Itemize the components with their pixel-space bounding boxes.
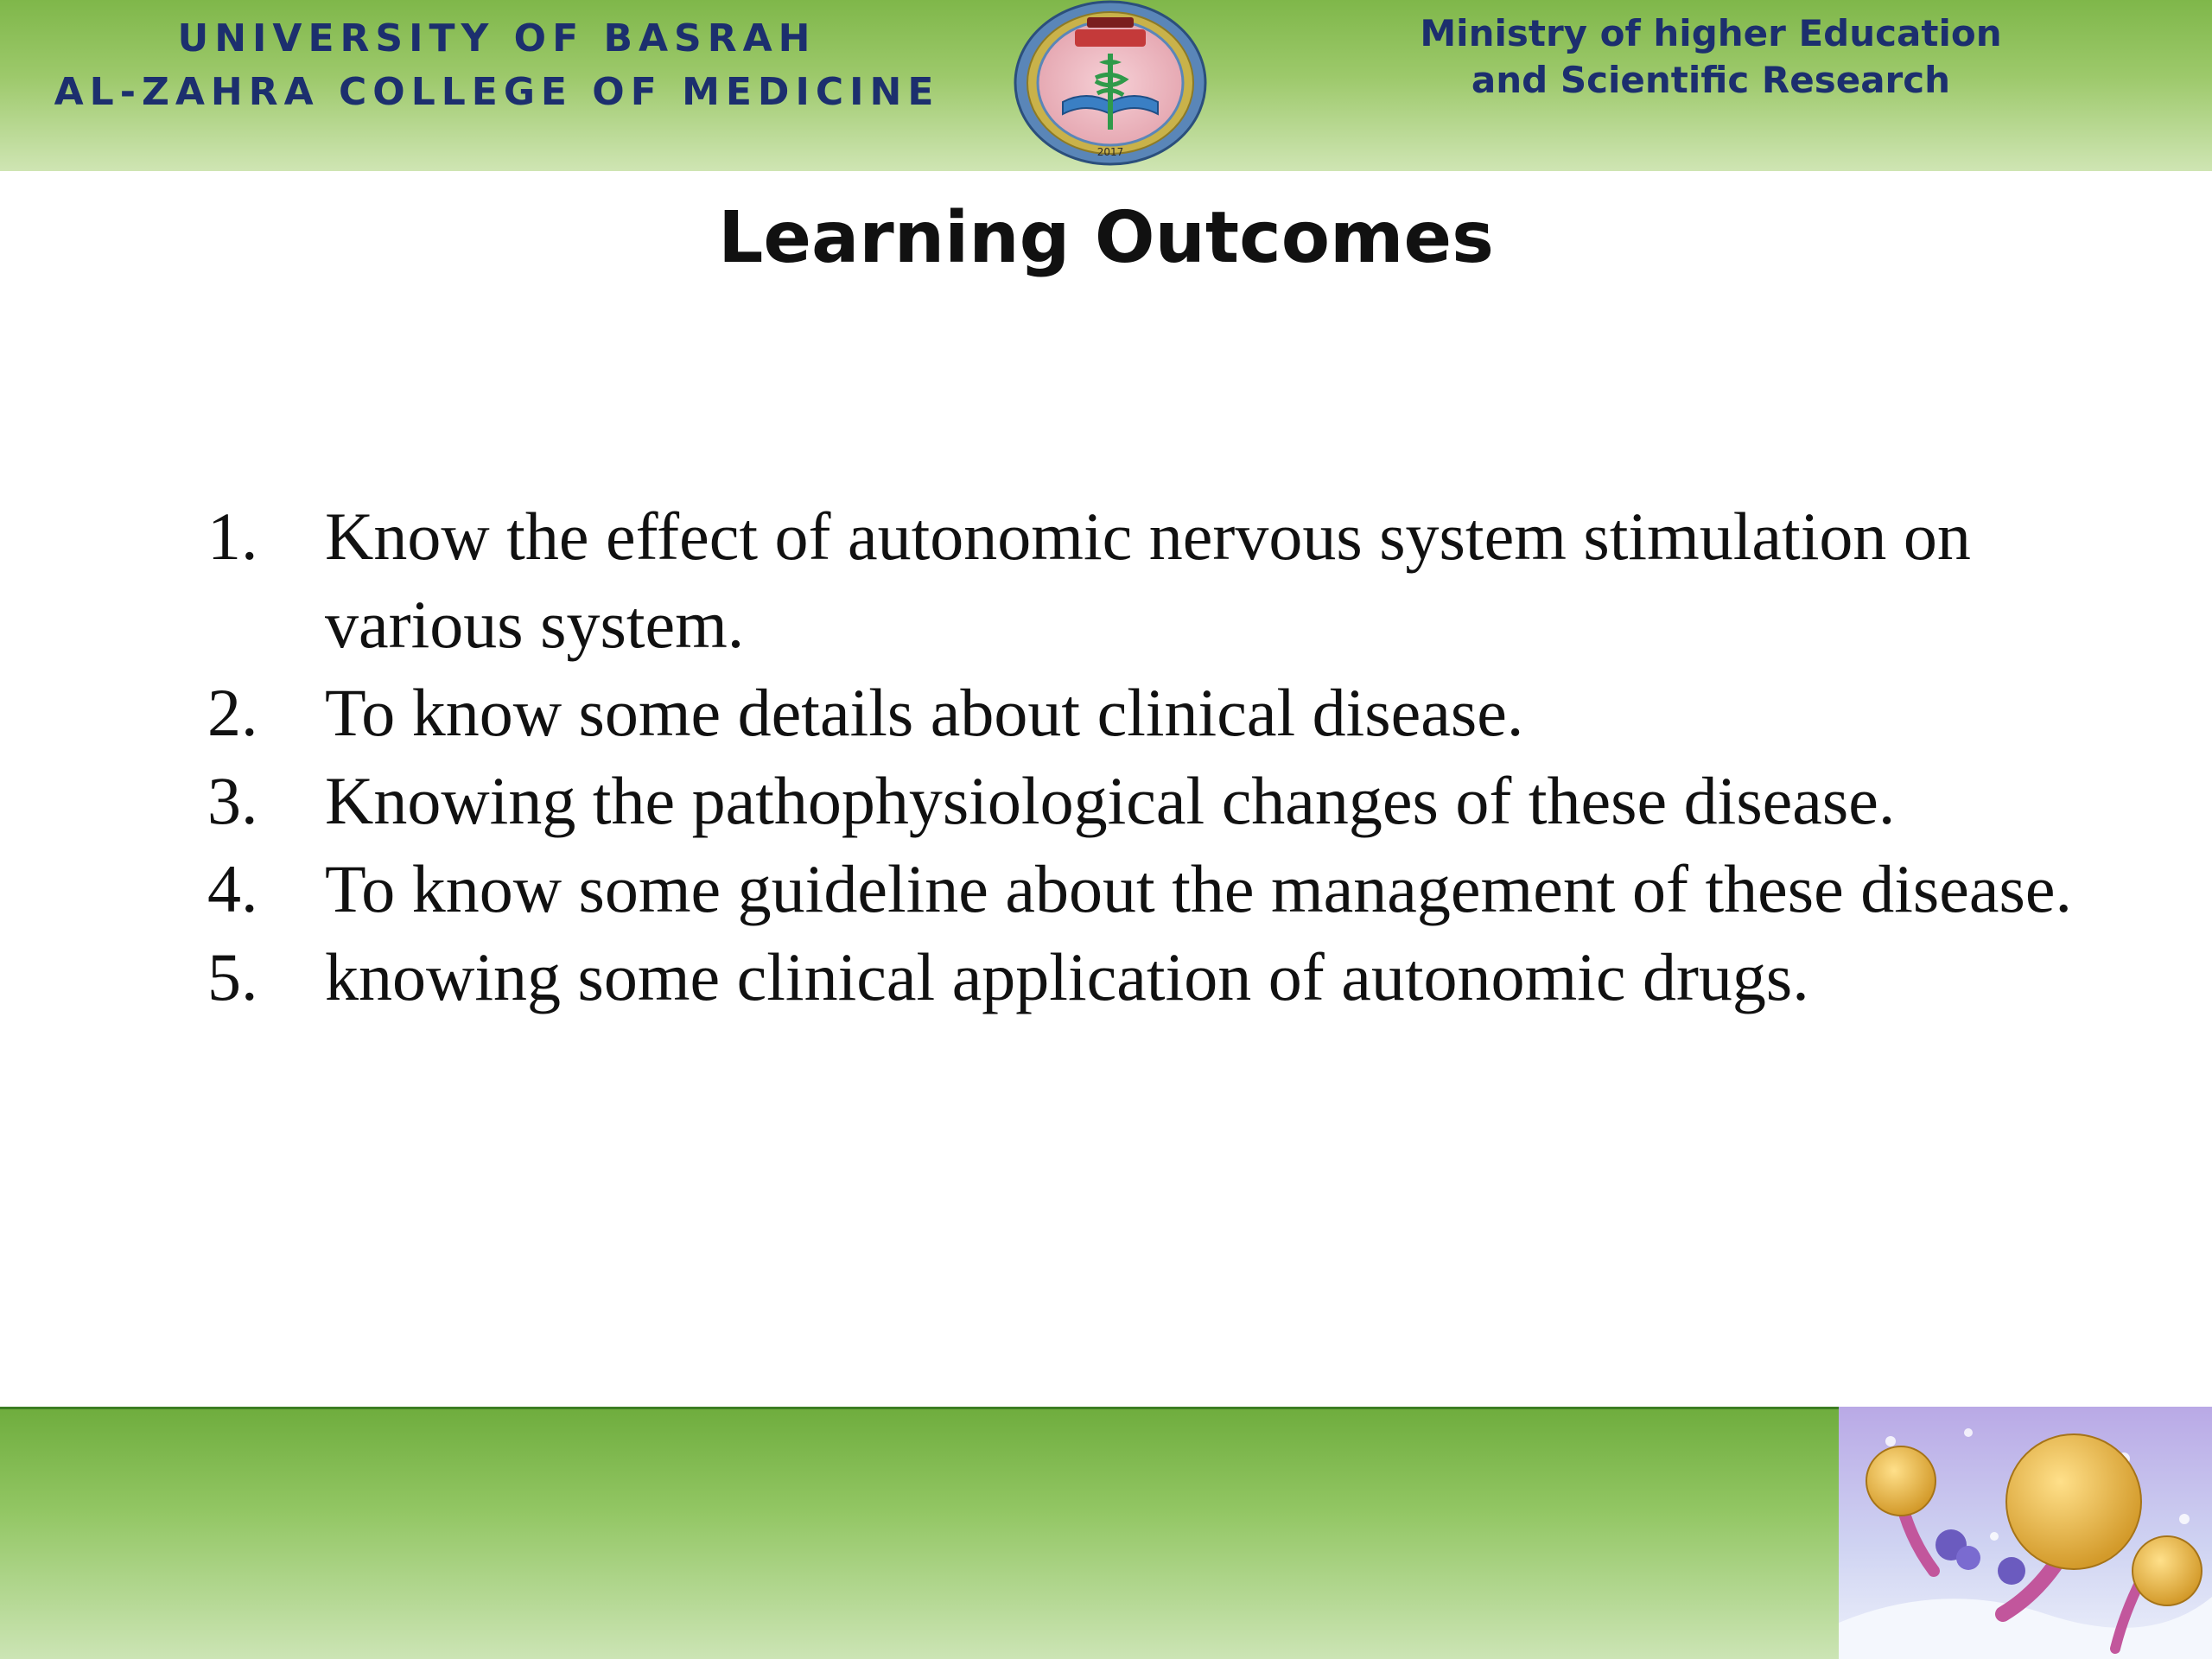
footer-band <box>0 1407 1839 1659</box>
outcome-number: 5. <box>207 939 258 1014</box>
outcome-number: 2. <box>207 675 258 750</box>
outcome-item <box>207 933 2143 1021</box>
header-band <box>0 0 2212 171</box>
outcome-text: To know some details about clinical disease. <box>325 675 1524 750</box>
ministry-name-block <box>1408 10 2013 104</box>
outcome-number: 3. <box>207 763 258 838</box>
college-name: AL-ZAHRA COLLEGE OF MEDICINE <box>54 70 940 114</box>
outcome-text: Know the effect of autonomic nervous system stimulation on various system. <box>325 499 1971 662</box>
outcome-text: Knowing the pathophysiological changes of these disease. <box>325 763 1896 838</box>
outcome-item <box>207 845 2143 933</box>
university-name: UNIVERSITY OF BASRAH <box>177 16 817 60</box>
outcome-item <box>207 669 2143 757</box>
liposome-illustration-icon <box>1839 1407 2212 1659</box>
university-name-block <box>52 12 942 119</box>
outcome-text: knowing some clinical application of autonomic drugs. <box>325 939 1809 1014</box>
slide-title: Learning Outcomes <box>718 197 1494 279</box>
outcome-number: 1. <box>207 499 258 574</box>
outcome-text: To know some guideline about the management of these disease. <box>325 851 2072 926</box>
outcome-number: 4. <box>207 851 258 926</box>
outcome-item <box>207 757 2143 845</box>
learning-outcomes-list <box>207 493 2143 1021</box>
outcome-item <box>207 493 2143 669</box>
ministry-line-2: and Scientific Research <box>1471 59 1951 101</box>
ministry-line-1: Ministry of higher Education <box>1420 12 2002 54</box>
logo-year: 2017 <box>1096 146 1124 158</box>
college-seal-icon <box>1013 0 1208 168</box>
